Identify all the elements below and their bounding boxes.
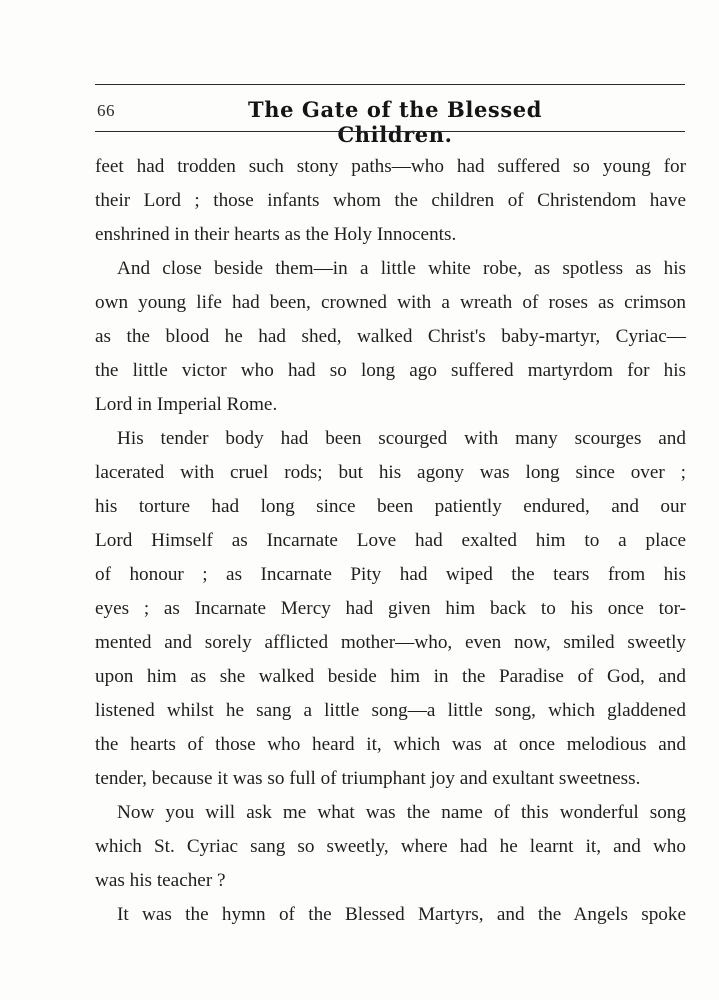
header-rule-bottom: [95, 131, 685, 132]
text-line: enshrined in their hearts as the Holy Innocents.: [95, 224, 457, 245]
text-line: tender, because it was so full of triumphant joy and exultant sweetness.: [95, 768, 641, 789]
text-line: own young life had been, crowned with a wreath of roses as crimson: [95, 292, 686, 313]
text-line: the little victor who had so long ago suffered martyrdom for his: [95, 360, 686, 381]
text-line: their Lord ; those infants whom the children of Christendom have: [95, 190, 686, 211]
text-line: feet had trodden such stony paths—who had suffered so young for: [95, 156, 686, 177]
text-line: of honour ; as Incarnate Pity had wiped the tears from his: [95, 564, 686, 585]
text-line: It was the hymn of the Blessed Martyrs, and the Angels spoke: [117, 904, 686, 925]
text-line: mented and sorely afflicted mother—who, even now, smiled sweetly: [95, 632, 686, 653]
text-line: listened whilst he sang a little song—a little song, which gladdened: [95, 700, 686, 721]
text-line: eyes ; as Incarnate Mercy had given him back to his once tor-: [95, 598, 686, 619]
text-line: lacerated with cruel rods; but his agony was long since over ;: [95, 462, 686, 483]
text-line: Now you will ask me what was the name of this wonderful song: [117, 802, 686, 823]
header-rule-top: [95, 84, 685, 85]
text-line: Lord Himself as Incarnate Love had exalted him to a place: [95, 530, 686, 551]
text-line: as the blood he had shed, walked Christ's baby-martyr, Cyriac—: [95, 326, 686, 347]
body-text: [95, 150, 686, 932]
text-line: was his teacher ?: [95, 870, 226, 891]
text-line: His tender body had been scourged with many scourges and: [117, 428, 686, 449]
text-line: which St. Cyriac sang so sweetly, where had he learnt it, and who: [95, 836, 686, 857]
text-line: And close beside them—in a little white robe, as spotless as his: [117, 258, 686, 279]
text-line: his torture had long since been patiently endured, and our: [95, 496, 686, 517]
text-line: upon him as she walked beside him in the Paradise of God, and: [95, 666, 686, 687]
page-number: 66: [97, 101, 115, 120]
running-title: The Gate of the Blessed Children.: [247, 97, 543, 147]
text-line: the hearts of those who heard it, which was at once melodious and: [95, 734, 686, 755]
text-line: Lord in Imperial Rome.: [95, 394, 278, 415]
running-head: [95, 95, 685, 147]
